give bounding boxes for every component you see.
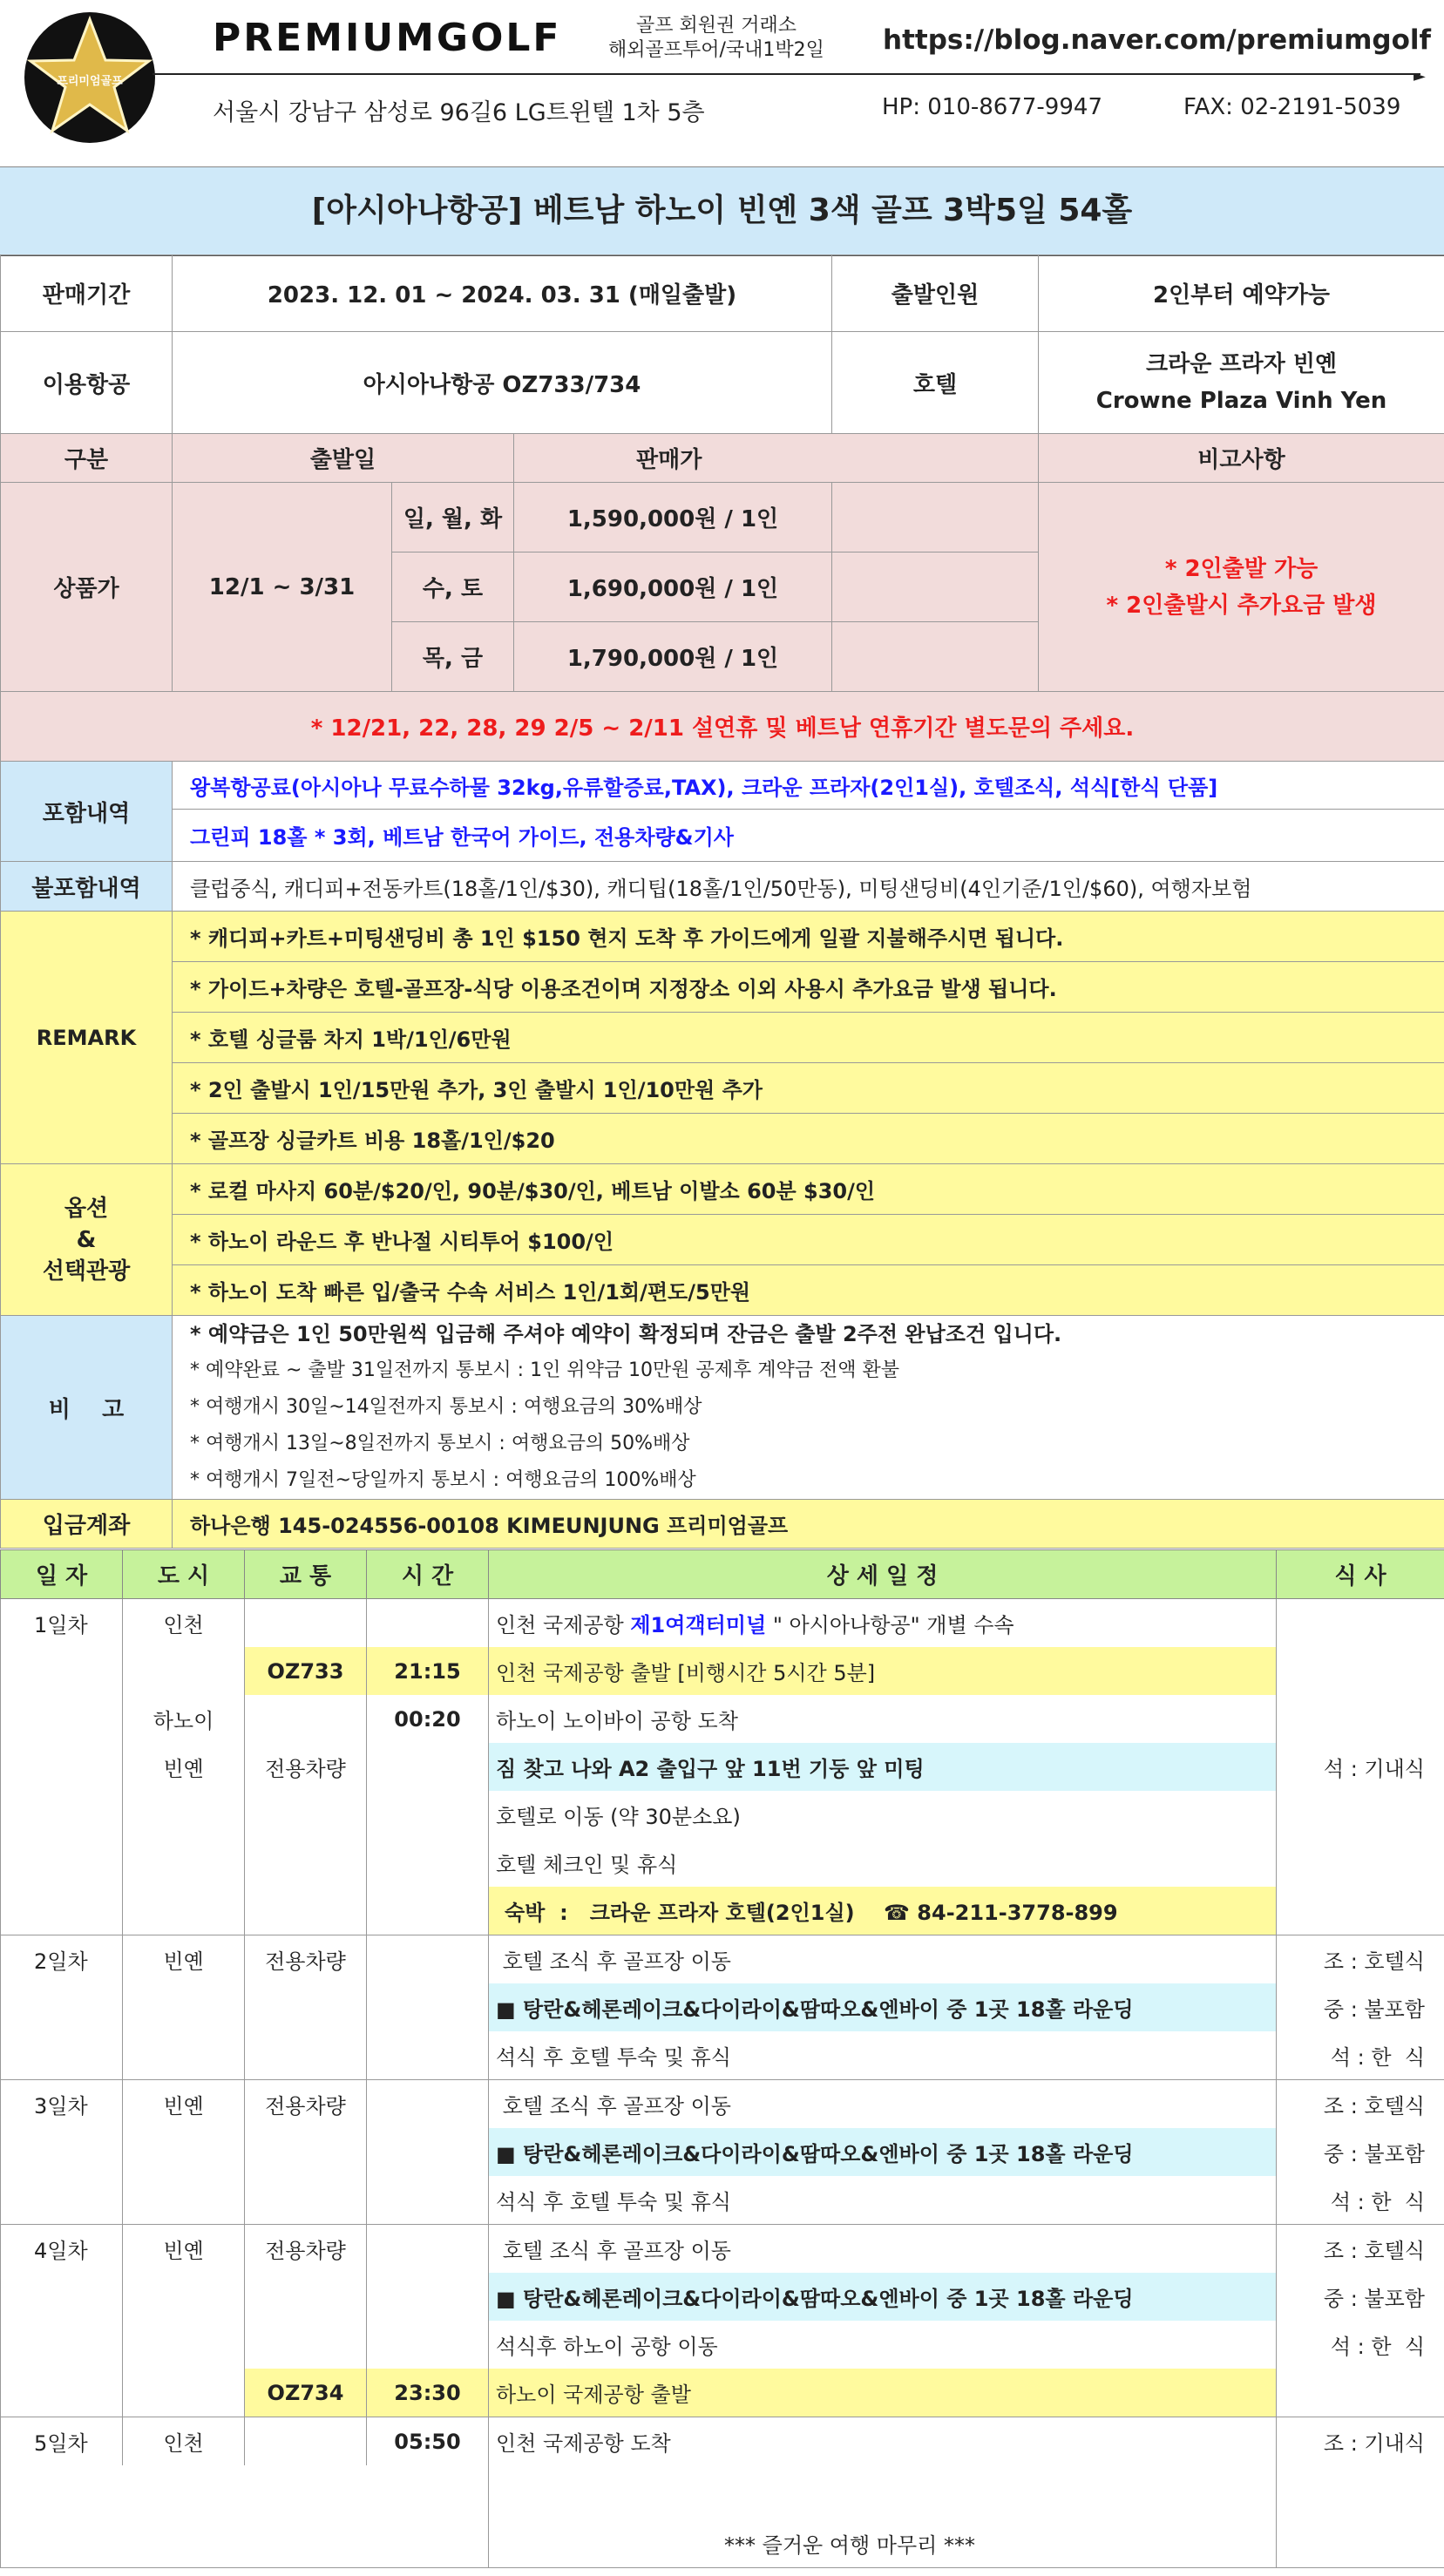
detail: 호텔 체크인 및 휴식 [489,1839,1277,1887]
meal: 석 : 한 식 [1277,2031,1444,2080]
includes-line-1: 왕복항공료(아시아나 무료수하물 32kg,유류할증료,TAX), 크라운 프라자(2인1실), 호텔조식, 석식[한식 단품] [173,762,1444,810]
detail: ■ 탕란&헤론레이크&다이라이&땀따오&엔바이 중 1곳 18홀 라운딩 [489,1983,1277,2031]
remark-item: * 골프장 싱글카트 비용 18홀/1인/$20 [173,1114,1444,1164]
airline-label: 이용항공 [1,332,173,434]
city: 인천 [123,2417,245,2466]
itinerary-table [0,1549,1444,2568]
city: 빈옌 [123,1935,245,1984]
detail [489,1599,1277,1648]
notes-item: * 여행개시 7일전~당일까지 통보시 : 여행요금의 100%배상 [190,1469,696,1491]
includes-label: 포함내역 [1,762,173,862]
includes-line-2: 그린피 18홀 * 3회, 베트남 한국어 가이드, 전용차량&기사 [173,810,1444,862]
city: 인천 [123,1599,245,1648]
deposit-label: 입금계좌 [1,1500,173,1549]
detail-text: 인천 국제공항 [496,1613,631,1637]
option-item: * 하노이 도착 빠른 입/출국 수속 서비스 1인/1회/편도/5만원 [173,1265,1444,1316]
notes-item: * 여행개시 13일~8일전까지 통보시 : 여행요금의 50%배상 [190,1433,690,1454]
day-label: 2일차 [1,1935,123,1984]
option-item: * 하노이 라운드 후 반나절 시티투어 $100/인 [173,1215,1444,1265]
page-title: [아시아나항공] 베트남 하노이 빈옌 3색 골프 3박5일 54홀 [0,166,1444,256]
hotel-label: 호텔 [832,332,1039,434]
notes-label: 비 고 [1,1316,173,1500]
price-row-label: 상품가 [1,483,173,692]
terminal: 제1여객터미널 [630,1613,767,1637]
option-label [1,1164,173,1316]
time: 23:30 [367,2369,489,2417]
detail: 인천 국제공항 도착 [489,2417,1277,2466]
city: 빈옌 [123,2080,245,2129]
meal: 조 : 호텔식 [1277,2080,1444,2129]
meal: 석 : 기내식 [1277,1743,1444,1791]
time: 05:50 [367,2417,489,2466]
closing-message: *** 즐거운 여행 마무리 *** [489,2465,1277,2567]
transport: 전용차량 [245,2225,367,2274]
holiday-note: * 12/21, 22, 28, 29 2/5 ~ 2/11 설연휴 및 베트남 연휴기간 별도문의 주세요. [1,692,1444,762]
option-label-1: 옵션 [64,1195,109,1222]
city: 빈옌 [123,1743,245,1791]
detail: 호텔 조식 후 골프장 이동 [489,2225,1277,2274]
col-day: 일 자 [1,1550,123,1599]
price-days-2: 수, 토 [392,552,514,622]
arrow-right-icon: ► [1413,67,1426,85]
notes-item: * 예약금은 1인 50만원씩 입금해 주셔야 예약이 확정되며 잔금은 출발 2주전 완납조건 입니다. [190,1322,1062,1346]
transport: 전용차량 [245,1935,367,1984]
price-date-range: 12/1 ~ 3/31 [173,483,392,692]
day-label: 4일차 [1,2225,123,2274]
phone: HP: 010-8677-9947 [882,94,1102,120]
address: 서울시 강남구 삼성로 96길6 LG트윈텔 1차 5층 [213,99,705,126]
detail: ■ 탕란&헤론레이크&다이라이&땀따오&엔바이 중 1곳 18홀 라운딩 [489,2273,1277,2321]
notes-item: * 여행개시 30일~14일전까지 통보시 : 여행요금의 30%배상 [190,1396,702,1418]
hotel [1039,332,1444,434]
price-note [1039,483,1444,692]
price-note-1: * 2인출발 가능 [1164,555,1319,582]
detail: 호텔 조식 후 골프장 이동 [489,1935,1277,1984]
city: 빈옌 [123,2225,245,2274]
time: 00:20 [367,1695,489,1743]
col-meal: 식 사 [1277,1550,1444,1599]
sale-period: 2023. 12. 01 ~ 2024. 03. 31 (매일출발) [173,255,832,332]
logo-text: 프리미엄골프 [57,75,123,88]
col-category: 구분 [1,434,173,483]
accommodation: 숙박 : 크라운 프라자 호텔(2인1실) ☎ 84-211-3778-899 [489,1887,1277,1935]
day-label: 5일차 [1,2417,123,2466]
option-item: * 로컬 마사지 60분/$20/인, 90분/$30/인, 베트남 이발소 60분 $30/인 [173,1164,1444,1215]
excludes-text: 클럽중식, 캐디피+전동카트(18홀/1인/$30), 캐디팁(18홀/1인/50만동), 미팅샌딩비(4인기준/1인/$60), 여행자보험 [173,862,1444,912]
notes-content [173,1316,1444,1500]
departure-people: 2인부터 예약가능 [1039,255,1444,332]
header [0,0,1444,161]
remark-label: REMARK [1,912,173,1164]
departure-people-label: 출발인원 [832,255,1039,332]
price-note-2: * 2인출발시 추가요금 발생 [1106,592,1377,619]
flight-number: OZ734 [245,2369,367,2417]
meal: 조 : 기내식 [1277,2417,1444,2466]
remark-item: * 가이드+차량은 호텔-골프장-식당 이용조건이며 지정장소 이외 사용시 추가요금 발생 됩니다. [173,962,1444,1013]
detail: ■ 탕란&헤론레이크&다이라이&땀따오&엔바이 중 1곳 18홀 라운딩 [489,2128,1277,2176]
meal: 석 : 한 식 [1277,2321,1444,2369]
detail: 호텔 조식 후 골프장 이동 [489,2080,1277,2129]
excludes-label: 불포함내역 [1,862,173,912]
price-days-1: 일, 월, 화 [392,483,514,552]
hotel-name-ko: 크라운 프라자 빈옌 [1145,351,1338,377]
transport: 전용차량 [245,2080,367,2129]
detail: 인천 국제공항 출발 [비행시간 5시간 5분] [489,1647,1277,1695]
tagline [608,14,824,63]
col-departure: 출발일 [173,434,514,483]
header-divider [153,73,1420,75]
col-note: 비고사항 [1039,434,1444,483]
col-city: 도 시 [123,1550,245,1599]
price-value-3: 1,790,000원 / 1인 [514,622,832,692]
flight-number: OZ733 [245,1647,367,1695]
price-days-3: 목, 금 [392,622,514,692]
blog-link[interactable]: https://blog.naver.com/premiumgolf [883,24,1432,56]
hotel-name-en: Crowne Plaza Vinh Yen [1095,388,1387,414]
detail-text: " 아시아나항공" 개별 수속 [766,1613,1014,1637]
remark-item: * 2인 출발시 1인/15만원 추가, 3인 출발시 1인/10만원 추가 [173,1063,1444,1114]
logo [24,12,155,143]
notes-item: * 예약완료 ~ 출발 31일전까지 통보시 : 1인 위약금 10만원 공제후 계약금 전액 환불 [190,1359,900,1381]
day-label: 3일차 [1,2080,123,2129]
col-transport: 교 통 [245,1550,367,1599]
detail: 하노이 노이바이 공항 도착 [489,1695,1277,1743]
city: 하노이 [123,1695,245,1743]
deposit-account: 하나은행 145-024556-00108 KIMEUNJUNG 프리미엄골프 [173,1500,1444,1549]
remark-item: * 캐디피+카트+미팅샌딩비 총 1인 $150 현지 도착 후 가이드에게 일괄 지불해주시면 됩니다. [173,912,1444,962]
fax: FAX: 02-2191-5039 [1183,94,1401,120]
time: 21:15 [367,1647,489,1695]
meal: 석 : 한 식 [1277,2176,1444,2225]
tagline-line-2: 해외골프투어/국내1박2일 [608,39,824,61]
detail: 석식 후 호텔 투숙 및 휴식 [489,2031,1277,2080]
meal: 조 : 호텔식 [1277,2225,1444,2274]
option-label-3: 선택관광 [42,1257,131,1285]
detail: 석식후 하노이 공항 이동 [489,2321,1277,2369]
remark-item: * 호텔 싱글룸 차지 1박/1인/6만원 [173,1013,1444,1063]
tagline-line-1: 골프 회원권 거래소 [635,15,797,37]
transport: 전용차량 [245,1743,367,1791]
brand-name: PREMIUMGOLF [213,16,562,60]
col-price: 판매가 [514,434,1039,483]
meal: 조 : 호텔식 [1277,1935,1444,1984]
sale-period-label: 판매기간 [1,255,173,332]
product-info-table [0,254,1444,1549]
col-detail: 상 세 일 정 [489,1550,1277,1599]
col-time: 시 간 [367,1550,489,1599]
meal: 중 : 불포함 [1277,1983,1444,2031]
meal: 중 : 불포함 [1277,2128,1444,2176]
detail: 호텔로 이동 (약 30분소요) [489,1791,1277,1839]
option-label-2: & [76,1226,97,1253]
price-value-1: 1,590,000원 / 1인 [514,483,832,552]
detail: 짐 찾고 나와 A2 출입구 앞 11번 기둥 앞 미팅 [489,1743,1277,1791]
meal: 중 : 불포함 [1277,2273,1444,2321]
airline: 아시아나항공 OZ733/734 [173,332,832,434]
day-label: 1일차 [1,1599,123,1648]
price-value-2: 1,690,000원 / 1인 [514,552,832,622]
detail: 석식 후 호텔 투숙 및 휴식 [489,2176,1277,2225]
detail: 하노이 국제공항 출발 [489,2369,1277,2417]
